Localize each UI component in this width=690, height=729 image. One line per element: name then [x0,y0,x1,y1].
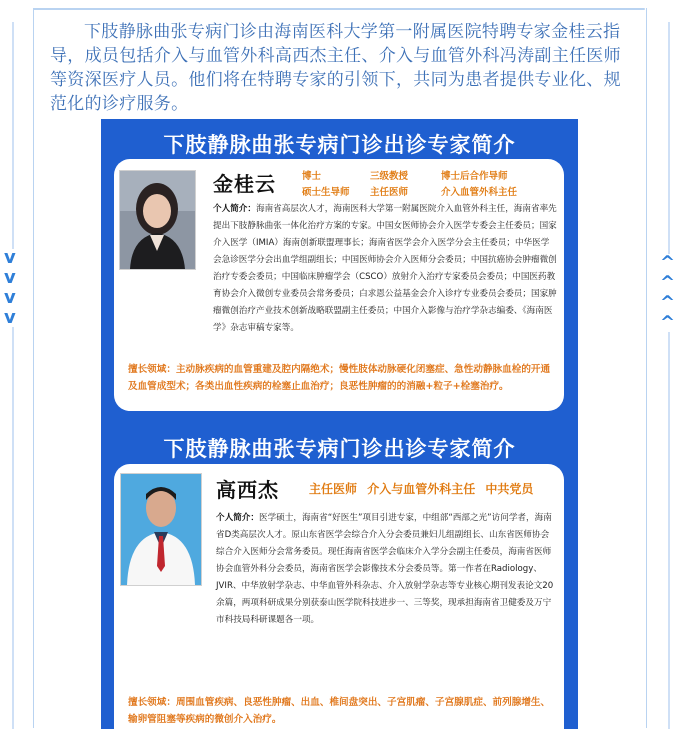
section-title-2: 下肢静脉曲张专病门诊出诊专家简介 [163,437,516,461]
chevron-up-icon: ^ [660,272,676,293]
left-chevron-stack [4,249,16,327]
chevron-down-icon: v [4,307,16,328]
expert-specialty-1 [128,361,558,395]
section-title-1: 下肢静脉曲张专病门诊出诊专家简介 [163,133,516,157]
chevron-up-icon: ^ [660,252,676,273]
right-rail [668,22,670,729]
chevron-up-icon: ^ [660,312,676,333]
chevron-down-icon: v [4,267,16,288]
expert-name-2: 高西杰 [216,478,279,502]
chevron-up-icon: ^ [660,292,676,313]
expert-bio-2 [216,510,556,629]
right-chevron-stack [660,254,675,332]
bio-label: 个人简介： [216,513,259,523]
left-rail [12,22,14,729]
specialty-label: 擅长领域： [128,697,176,708]
title-tag: 硕士生导师 [302,187,350,198]
bio-label: 个人简介： [213,204,256,214]
title-tag: 博士 [302,171,322,182]
specialty-label: 擅长领域： [128,364,176,375]
title-tag: 三级教授 [370,171,409,182]
expert-card-2 [114,464,564,729]
expert-specialty-2 [128,694,558,728]
expert-photo-2 [120,473,202,586]
expert-bio-1 [213,201,557,337]
expert-card-1 [114,159,564,411]
bio-text: 海南省高层次人才，海南医科大学第一附属医院介入血管外科主任，海南省率先提出下肢静脉曲张一体化治疗方案的专家。中国女医师协会介入医学专委会主任委员；国家介入医学（IMIA）海南创新联盟理事长；海南省医学会介入医学分会主任委员；中华医学会急诊医学分会出血学组副组长；中国医师协会介入医师分会委员；中国抗癌协会肿瘤微创治疗专委会委员；中国临床肿瘤学会（CSCO）放射介入治疗专家委员会委员；中国医药教育协会介入微创专业委员会常务委员；白求恩公益基金会介入诊疗专业委员会委员；国家肿瘤微创治疗产业技术创新战略联盟副主任委员；中国介入影像与治疗学杂志编委、《海南医学》杂志审稿专家等。 [213,204,557,333]
chevron-down-icon: v [4,287,16,308]
title-tag: 主任医师 [309,482,358,496]
expert-photo-1 [119,170,196,270]
chevron-down-icon: v [4,247,16,268]
expert-poster [101,119,578,729]
title-tag: 介入与血管外科主任 [367,482,476,496]
expert-name-1: 金桂云 [213,172,276,196]
bio-text: 医学硕士，海南省“好医生”项目引进专家，中组部“西部之光”访问学者，海南省D类高层次人才。原山东省医学会综合介入分会委员兼妇儿组副组长、山东省医师协会综合介入医师分会常务委员。现任海南省医学会临床介入学分会副主任委员，海南省医师协会血管外科分会委员，海南省医学会影像技术分会委员等。第一作者在Radiology、JVIR、中华放射学杂志、中华血管外科杂志、介入放射学杂志等专业核心期刊发表论文20余篇，两项科研成果分别获泰山医学院科技进步一、三等奖，现承担海南省卫健委及万宁市科技局科研课题各一项。 [216,513,554,625]
title-tag: 介入血管外科主任 [441,187,518,198]
expert-titles-2 [309,480,533,497]
title-tag: 中共党员 [485,482,534,496]
intro-paragraph: 下肢静脉曲张专病门诊由海南医科大学第一附属医院特聘专家金桂云指导，成员包括介入与血管外科高西杰主任、介入与血管外科冯涛副主任医师等资深医疗人员。他们将在特聘专家的引领下，共同为患者提供专业化、规范化的诊疗服务。 [50,22,621,114]
title-tag: 博士后合作导师 [441,171,508,182]
title-tag: 主任医师 [370,187,409,198]
specialty-text: 周围血管疾病、良恶性肿瘤、出血、椎间盘突出、子宫肌瘤、子宫腺肌症、前列腺增生、输卵管阻塞等疾病的微创介入治疗。 [128,697,551,725]
specialty-text: 主动脉疾病的血管重建及腔内隔绝术；慢性肢体动脉硬化闭塞症、急性动静脉血栓的开通及血管成型术；各类出血性疾病的栓塞止血治疗；良恶性肿瘤的的消融+粒子+栓塞治疗。 [128,364,551,392]
